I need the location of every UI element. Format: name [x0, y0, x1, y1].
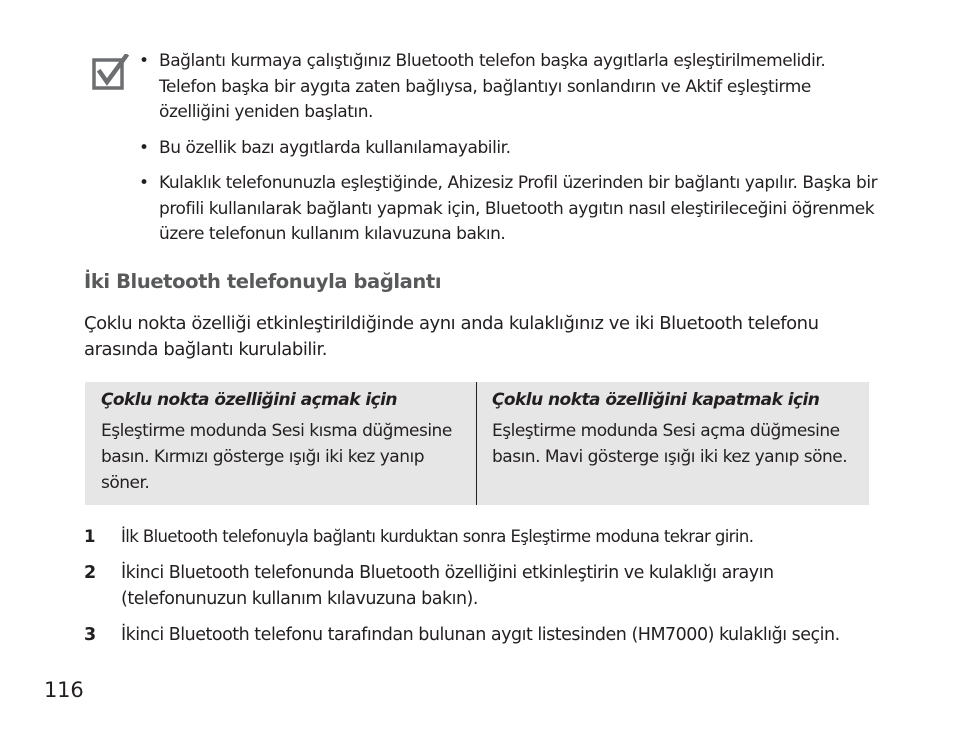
bullet-icon: • [139, 51, 149, 71]
step-text: İlk Bluetooth telefonuyla bağlantı kurduktan sonra Eşleştirme moduna tekrar girin. [121, 527, 754, 546]
steps-list [84, 524, 884, 658]
multipoint-on-heading: Çoklu nokta özelliğini açmak için [101, 390, 397, 410]
multipoint-off-heading: Çoklu nokta özelliğini kapatmak için [492, 390, 820, 410]
step-text: İkinci Bluetooth telefonu tarafından bulunan aygıt listesinden (HM7000) kulaklığı seçin. [121, 625, 840, 645]
note-item [139, 136, 879, 162]
multipoint-off-text: Eşleştirme modunda Sesi açma düğmesine basın. Mavi gösterge ışığı iki kez yanıp söne. [492, 421, 848, 467]
multipoint-on-text: Eşleştirme modunda Sesi kısma düğmesine basın. Kırmızı gösterge ışığı iki kez yanıp söner. [101, 421, 452, 493]
section-title: İki Bluetooth telefonuyla bağlantı [84, 270, 442, 293]
note-text: Bu özellik bazı aygıtlarda kullanılamayabilir. [159, 137, 511, 158]
notes-list [139, 49, 879, 258]
step-number: 1 [84, 527, 95, 546]
page-number: 116 [44, 678, 84, 702]
step-number: 3 [84, 625, 96, 645]
multipoint-table [85, 382, 869, 505]
note-text: Kulaklık telefonunuzla eşleştiğinde, Ahizesiz Profil üzerinden bir bağlantı yapılır. Başka bir profili kullanılarak bağlantı yapmak için, Bluetooth aygıtın nasıl eleştirileceğini öğrenmek üzere telefonun kullanım kılavuzuna bakın. [159, 173, 878, 244]
bullet-icon: • [139, 137, 149, 158]
multipoint-off-column [477, 382, 869, 505]
step-text: İkinci Bluetooth telefonunda Bluetooth özelliğini etkinleştirin ve kulaklığı arayın (telefonunuzun kullanım kılavuzuna bakın). [121, 563, 774, 609]
bullet-icon: • [139, 173, 149, 193]
step-number: 2 [84, 563, 96, 583]
multipoint-on-column [85, 382, 477, 505]
note-item [139, 171, 879, 248]
checkbox-check-icon [92, 54, 130, 90]
section-intro: Çoklu nokta özelliği etkinleştirildiğinde aynı anda kulaklığınız ve iki Bluetooth telefonu arasında bağlantı kurulabilir. [84, 313, 819, 360]
step-item [84, 524, 884, 550]
step-item [84, 622, 884, 648]
step-item [84, 560, 884, 612]
note-text: Bağlantı kurmaya çalıştığınız Bluetooth telefon başka aygıtlarla eşleştirilmemelidir. Telefon başka bir aygıta zaten bağlıysa, bağlantıyı sonlandırın ve Aktif eşleştirme özelliğini yeniden başlatın. [159, 51, 826, 122]
note-item [139, 49, 879, 126]
